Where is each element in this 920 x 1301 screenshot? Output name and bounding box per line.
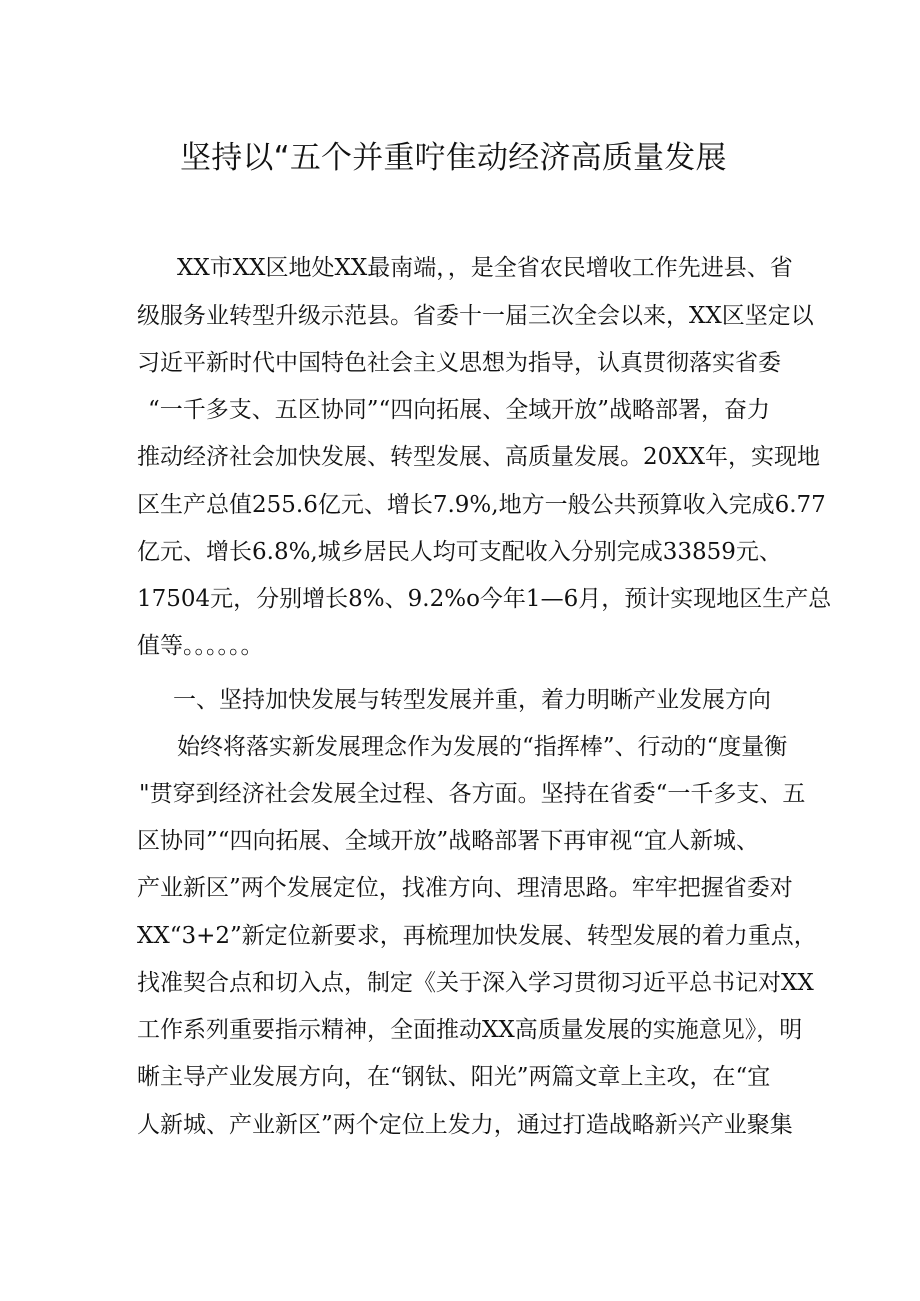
paragraph-intro-line-3: 习近平新时代中国特色社会主义思想为指导，认真贯彻落实省委: [137, 350, 781, 376]
section-heading-1: 一、坚持加快发展与转型发展并重，着力明晰产业发展方向: [173, 687, 771, 713]
paragraph-intro-line-4: “一千多支、五区协同”“四向拓展、全域开放”战略部署，奋力: [148, 397, 771, 423]
paragraph-section-1-line-9: 人新城、产业新区”两个定位上发力，通过打造战略新兴产业聚集: [137, 1112, 793, 1138]
paragraph-section-1-line-2: "贯穿到经济社会发展全过程、各方面。坚持在省委“一千多支、五: [139, 781, 806, 807]
paragraph-intro-line-8: 17504元，分别增长8%、9.2%o今年1—6月，预计实现地区生产总: [137, 586, 832, 612]
paragraph-section-1-line-6: 找准契合点和切入点，制定《关于深入学习贯彻习近平总书记对XX: [137, 970, 814, 996]
paragraph-intro-line-7: 亿元、增长6.8%,城乡居民人均可支配收入分别完成33859元、: [137, 539, 782, 565]
paragraph-intro-line-5: 推动经济社会加快发展、转型发展、高质量发展。20XX年，实现地: [137, 444, 821, 470]
document-title: 坚持以“五个并重咛隹动经济高质量发展: [180, 140, 727, 176]
paragraph-intro-line-6: 区生产总值255.6亿元、增长7.9%,地方一般公共预算收入完成6.77: [137, 492, 826, 518]
paragraph-section-1-line-7: 工作系列重要指示精神，全面推动XX高质量发展的实施意见》，明: [137, 1017, 803, 1043]
paragraph-section-1-line-4: 产业新区”两个发展定位，找准方向、理清思路。牢牢把握省委对: [137, 875, 793, 901]
paragraph-intro-line-9: 值等。。。。。。: [137, 633, 264, 659]
paragraph-intro-line-2: 级服务业转型升级示范县。省委十一届三次全会以来，XX区坚定以: [137, 303, 814, 329]
paragraph-intro-line-1: XX市XX区地处XX最南端，，是全省农民增收工作先进县、省: [177, 255, 793, 281]
paragraph-section-1-line-8: 晰主导产业发展方向，在“钢钛、阳光”两篇文章上主攻，在“宜: [137, 1064, 771, 1090]
paragraph-section-1-line-5: XX“3+2”新定位新要求，再梳理加快发展、转型发展的着力重点，: [137, 923, 817, 949]
paragraph-section-1-line-1: 始终将落实新发展理念作为发展的“指挥棒”、行动的“度量衡: [177, 734, 788, 760]
paragraph-section-1-line-3: 区协同”“四向拓展、全域开放”战略部署下再审视“宜人新城、: [137, 828, 760, 854]
